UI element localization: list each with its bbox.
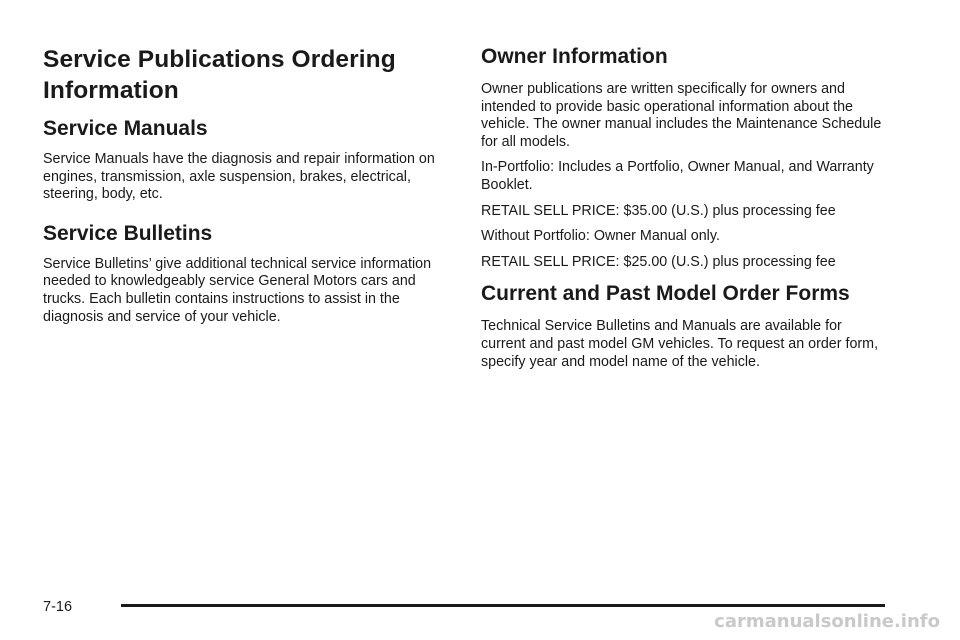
- watermark: carmanualsonline.info: [714, 611, 940, 632]
- in-portfolio-text: In-Portfolio: Includes a Portfolio, Owner Manual, and Warranty Booklet.: [481, 159, 874, 193]
- service-bulletins-heading: Service Bulletins: [43, 221, 213, 245]
- service-manuals-heading: Service Manuals: [43, 117, 208, 140]
- left-column: [43, 44, 443, 326]
- without-portfolio-price: RETAIL SELL PRICE: $25.00 (U.S.) plus processing fee: [481, 253, 836, 270]
- page-number: 7-16: [43, 599, 73, 615]
- right-column: [481, 44, 886, 371]
- footer-rule: [121, 604, 885, 607]
- service-bulletins-text: Service Bulletins’ give additional technical service information needed to knowledgeably service General Motors cars and trucks. Each bulletin contains instructions to assist in the diagnosis and service of your vehicle.: [43, 255, 432, 325]
- owner-information-heading: Owner Information: [481, 45, 668, 68]
- order-forms-text: Technical Service Bulletins and Manuals are available for current and past model GM vehicles. To request an order form, specify year and model name of the vehicle.: [481, 318, 879, 370]
- in-portfolio-price: RETAIL SELL PRICE: $35.00 (U.S.) plus processing fee: [481, 202, 836, 219]
- service-manuals-text: Service Manuals have the diagnosis and repair information on engines, transmission, axle suspension, brakes, electrical, steering, body, etc.: [43, 151, 435, 203]
- without-portfolio-text: Without Portfolio: Owner Manual only.: [481, 228, 720, 245]
- page-title: Service Publications Ordering Information: [43, 46, 396, 104]
- owner-information-intro: Owner publications are written specifically for owners and intended to provide basic operational information about the vehicle. The owner manual includes the Maintenance Schedule for all models.: [481, 81, 882, 150]
- order-forms-heading: Current and Past Model Order Forms: [481, 282, 850, 306]
